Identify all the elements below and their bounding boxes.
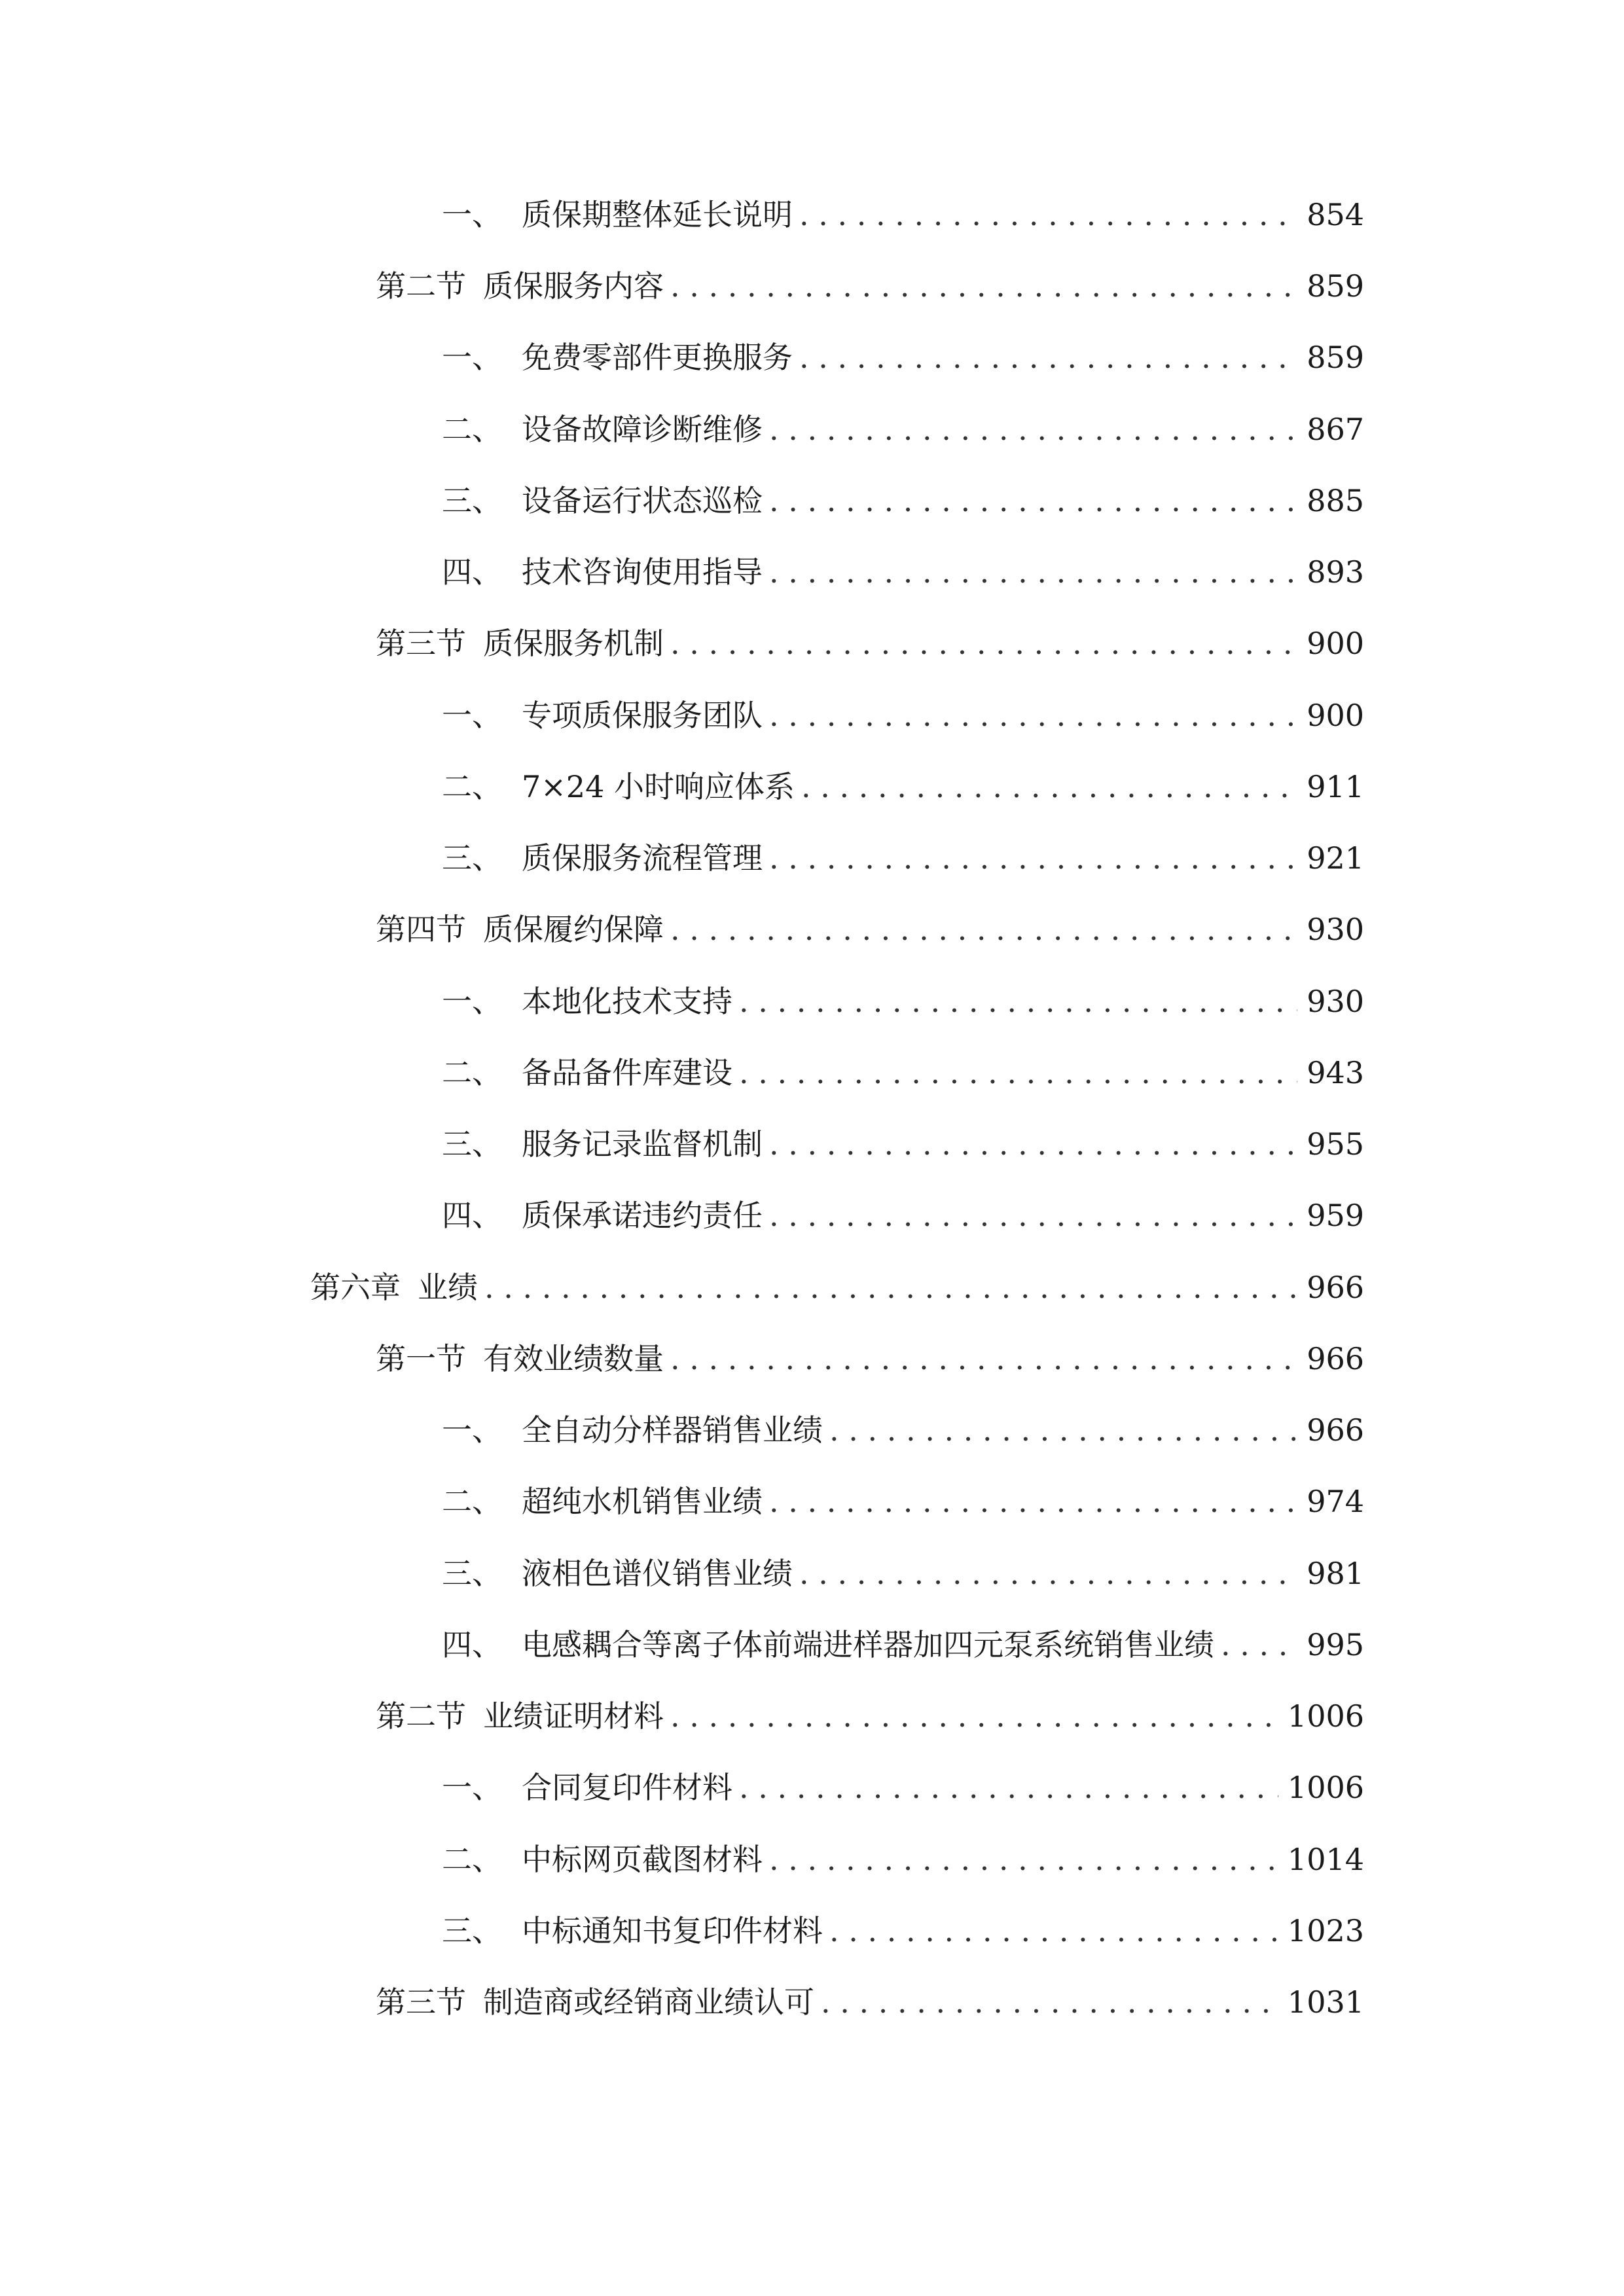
toc-entry[interactable] (376, 914, 1364, 954)
toc-entry[interactable] (442, 769, 1364, 811)
toc-title: 设备故障诊断维修 (522, 412, 763, 447)
toc-page-number: 921 (1307, 840, 1364, 876)
toc-section-label: 第二节 (376, 1698, 466, 1734)
toc-page-number: 1006 (1287, 1698, 1364, 1734)
dot-leader (769, 486, 1297, 516)
toc-entry[interactable] (376, 1984, 1364, 2026)
toc-title: 超纯水机销售业绩 (522, 1484, 763, 1519)
toc-ordinal: 一、 (442, 197, 502, 232)
toc-entry[interactable] (442, 483, 1364, 525)
toc-page-number: 893 (1307, 554, 1364, 590)
dot-leader (739, 986, 1297, 1016)
toc-page-number: 943 (1307, 1055, 1364, 1090)
toc-page-number: 930 (1307, 984, 1364, 1019)
toc-section-label: 第三节 (376, 626, 466, 661)
toc-title: 本地化技术支持 (522, 984, 732, 1019)
toc-entry[interactable] (442, 1558, 1364, 1598)
toc-entry[interactable] (442, 986, 1364, 1026)
toc-entry[interactable] (442, 1126, 1364, 1168)
toc-entry[interactable] (442, 1200, 1364, 1240)
toc-page-number: 966 (1307, 1270, 1364, 1305)
dot-leader (670, 914, 1297, 944)
toc-title: 质保期整体延长说明 (522, 197, 793, 232)
toc-ordinal: 一、 (442, 698, 502, 733)
toc-section-label: 第三节 (376, 1984, 466, 2020)
toc-title: 全自动分样器销售业绩 (522, 1412, 823, 1448)
dot-leader (769, 1844, 1278, 1874)
toc-page-number: 995 (1307, 1627, 1364, 1662)
toc-ordinal: 二、 (442, 412, 502, 447)
toc-ordinal: 三、 (442, 1126, 502, 1162)
dot-leader (1221, 1630, 1297, 1660)
toc-page-number: 981 (1307, 1556, 1364, 1591)
dot-leader (769, 557, 1297, 587)
toc-page-number: 1023 (1287, 1913, 1364, 1948)
toc-page-number: 955 (1307, 1126, 1364, 1162)
toc-entry[interactable] (376, 1341, 1364, 1383)
toc-title: 质保服务机制 (483, 626, 664, 661)
dot-leader (799, 342, 1297, 372)
toc-title: 备品备件库建设 (522, 1055, 732, 1090)
toc-page-number: 859 (1307, 340, 1364, 375)
toc-title: 电感耦合等离子体前端进样器加四元泵系统销售业绩 (522, 1627, 1214, 1662)
toc-title: 业绩证明材料 (483, 1698, 664, 1734)
toc-title: 有效业绩数量 (483, 1341, 664, 1376)
toc-title: 业绩 (418, 1270, 478, 1305)
toc-ordinal: 三、 (442, 1913, 502, 1948)
toc-title: 质保履约保障 (483, 912, 664, 947)
toc-title: 质保承诺违约责任 (522, 1198, 763, 1233)
toc-entry[interactable] (442, 414, 1364, 454)
toc-page-number: 885 (1307, 483, 1364, 518)
dot-leader (670, 628, 1297, 658)
toc-ordinal: 一、 (442, 340, 502, 375)
toc-title: 免费零部件更换服务 (522, 340, 793, 375)
dot-leader (769, 1129, 1297, 1159)
dot-leader (829, 1415, 1297, 1445)
toc-ordinal: 一、 (442, 984, 502, 1019)
toc-title: 中标网页截图材料 (522, 1842, 763, 1877)
toc-title: 设备运行状态巡检 (522, 483, 763, 518)
toc-ordinal: 一、 (442, 1770, 502, 1805)
toc-entry[interactable] (442, 1627, 1364, 1669)
toc-page-number: 966 (1307, 1412, 1364, 1448)
toc-title: 质保服务内容 (483, 268, 664, 304)
toc-ordinal: 三、 (442, 483, 502, 518)
toc-entry[interactable] (442, 342, 1364, 382)
toc-ordinal: 二、 (442, 1055, 502, 1090)
toc-title: 服务记录监督机制 (522, 1126, 763, 1162)
toc-page-number: 867 (1307, 412, 1364, 447)
toc-entry[interactable] (442, 554, 1364, 596)
dot-leader (821, 1987, 1278, 2017)
toc-page-number: 959 (1307, 1198, 1364, 1233)
dot-leader (739, 1058, 1297, 1088)
toc-title: 制造商或经销商业绩认可 (483, 1984, 814, 2020)
dot-leader (769, 843, 1297, 873)
toc-page-number: 900 (1307, 698, 1364, 733)
dot-leader (670, 1701, 1278, 1731)
toc-ordinal: 二、 (442, 1842, 502, 1877)
toc-page-number: 900 (1307, 626, 1364, 661)
toc-page-number: 930 (1307, 912, 1364, 947)
toc-entry[interactable] (442, 197, 1364, 239)
dot-leader (739, 1772, 1278, 1803)
toc-title: 专项质保服务团队 (522, 698, 763, 733)
toc-page-number: 854 (1307, 197, 1364, 232)
toc-section-label: 第一节 (376, 1341, 466, 1376)
toc-title: 中标通知书复印件材料 (522, 1913, 823, 1948)
toc-entry[interactable] (442, 1055, 1364, 1097)
dot-leader (801, 772, 1297, 802)
toc-page-number: 966 (1307, 1341, 1364, 1376)
dot-leader (769, 700, 1297, 730)
toc-chapter-label: 第六章 (310, 1270, 401, 1305)
toc-ordinal: 四、 (442, 554, 502, 590)
dot-leader (799, 1558, 1297, 1588)
toc-page-number: 1031 (1287, 1984, 1364, 2020)
dot-leader (799, 200, 1297, 230)
toc-entry[interactable] (442, 1913, 1364, 1955)
dot-leader (670, 1344, 1297, 1374)
toc-page-number: 859 (1307, 268, 1364, 304)
toc-entry[interactable] (310, 1272, 1364, 1312)
toc-ordinal: 三、 (442, 840, 502, 876)
toc-ordinal: 四、 (442, 1198, 502, 1233)
toc-page-number: 911 (1307, 769, 1364, 804)
toc-page-number: 974 (1307, 1484, 1364, 1519)
toc-title: 合同复印件材料 (522, 1770, 732, 1805)
toc-page-number: 1014 (1287, 1842, 1364, 1877)
dot-leader (670, 271, 1297, 301)
toc-entry[interactable] (442, 1486, 1364, 1526)
toc-title: 质保服务流程管理 (522, 840, 763, 876)
toc-entry[interactable] (376, 268, 1364, 310)
toc-title: 技术咨询使用指导 (522, 554, 763, 590)
toc-ordinal: 三、 (442, 1556, 502, 1591)
toc-section-label: 第二节 (376, 268, 466, 304)
toc-ordinal: 四、 (442, 1627, 502, 1662)
toc-entry[interactable] (376, 1698, 1364, 1740)
toc-title: 液相色谱仪销售业绩 (522, 1556, 793, 1591)
toc-page-number: 1006 (1287, 1770, 1364, 1805)
toc-entry[interactable] (442, 1772, 1364, 1812)
dot-leader (484, 1272, 1297, 1302)
toc-entry[interactable] (442, 840, 1364, 882)
toc-entry[interactable] (376, 628, 1364, 668)
toc-entry[interactable] (442, 1844, 1364, 1884)
dot-leader (769, 1200, 1297, 1230)
toc-section-label: 第四节 (376, 912, 466, 947)
toc-ordinal: 一、 (442, 1412, 502, 1448)
toc-entry[interactable] (442, 1412, 1364, 1454)
dot-leader (769, 1486, 1297, 1516)
toc-ordinal: 二、 (442, 769, 502, 804)
dot-leader (769, 414, 1297, 444)
toc-title: 7×24 小时响应体系 (522, 769, 795, 804)
dot-leader (829, 1916, 1278, 1946)
toc-ordinal: 二、 (442, 1484, 502, 1519)
toc-entry[interactable] (442, 700, 1364, 740)
